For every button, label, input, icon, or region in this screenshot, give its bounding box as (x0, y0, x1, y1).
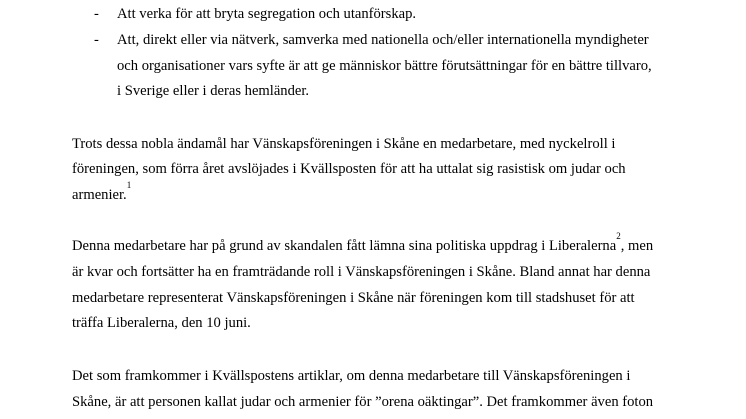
paragraph-line: Det som framkommer i Kvällspostens artiklar, om denna medarbetare till Vänskapsföreningen i (72, 368, 631, 384)
bullet-marker: - (94, 6, 99, 22)
paragraph-line: armenier.$^1$ (72, 180, 132, 203)
paragraph-line: föreningen, som förra året avslöjades i Kvällsposten för att ha uttalat sig rasistisk om judar och (72, 161, 626, 177)
bullet-marker: - (94, 32, 99, 48)
list-item-text: Att, direkt eller via nätverk, samverka med nationella och/eller internationella myndigheter (117, 32, 649, 48)
footnote-marker[interactable]: 1 (126, 180, 132, 190)
paragraph-line: medarbetare representerat Vänskapsföreningen i Skåne när föreningen kom till stadshuset för att (72, 290, 635, 306)
list-item-text: i Sverige eller i deras hemländer. (117, 83, 310, 99)
paragraph-line: Trots dessa nobla ändamål har Vänskapsföreningen i Skåne en medarbetare, med nyckelroll i (72, 136, 616, 152)
list-item-text: Att verka för att bryta segregation och utanförskap. (117, 6, 417, 22)
list-item-text: och organisationer vars syfte är att ge människor bättre förutsättningar för en bättre tillvaro, (117, 58, 652, 74)
paragraph-line: Skåne, är att personen kallat judar och armenier för ”orena oäktingar”. Det framkommer även foton (72, 394, 654, 410)
paragraph-line: är kvar och fortsätter ha en framträdande roll i Vänskapsföreningen i Skåne. Bland annat har denna (72, 264, 651, 280)
paragraph-line: träffa Liberalerna, den 10 juni. (72, 315, 251, 331)
paragraph-line: Denna medarbetare har på grund av skandalen fått lämna sina politiska uppdrag i Liberalerna$^2$, men (72, 231, 654, 254)
footnote-marker[interactable]: 2 (616, 231, 621, 241)
